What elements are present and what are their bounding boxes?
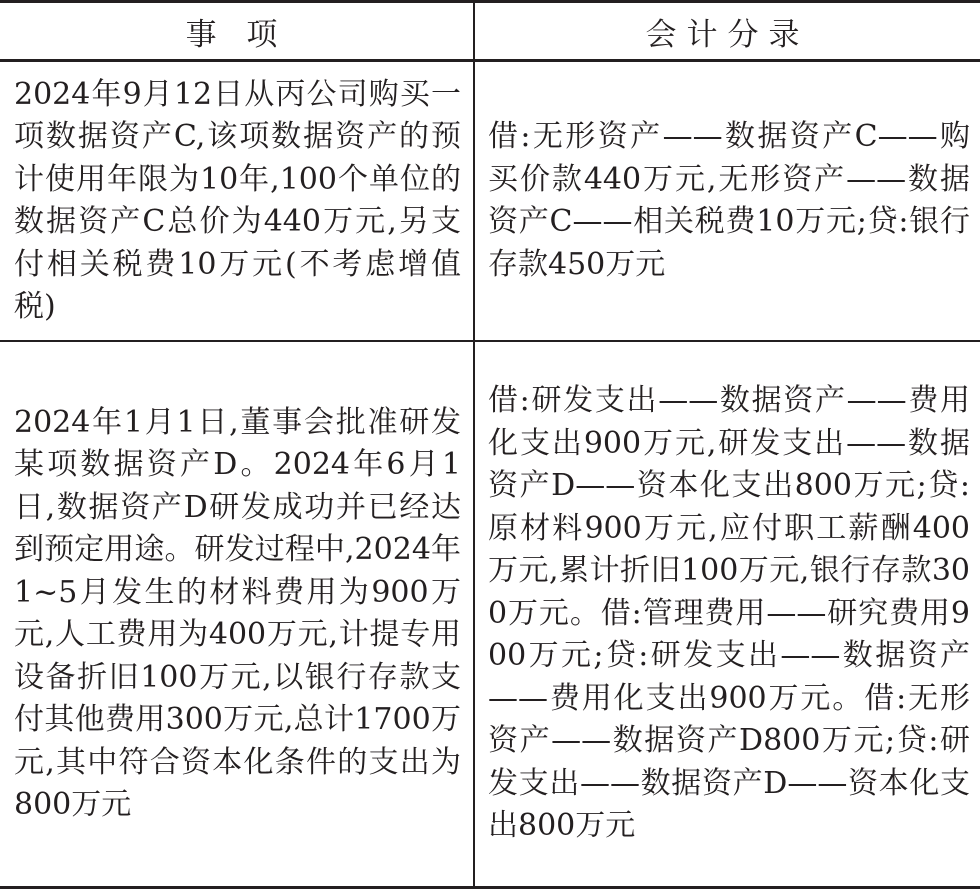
entry-text: 借:无形资产——数据资产C——购买价款440万元,无形资产——数据资产C——相关税费10万元;贷:银行存款450万元 [488, 119, 970, 282]
table-header-row [0, 2, 980, 61]
item-cell [0, 341, 474, 888]
header-accounting-entry: 会计分录 [474, 2, 980, 61]
header-item: 事 项 [0, 2, 474, 61]
item-cell [0, 61, 474, 342]
table-row [0, 341, 980, 888]
item-text: 2024年1月1日,董事会批准研发某项数据资产D。2024年6月1日,数据资产D研发成功并已经达到预定用途。研发过程中,2024年1~5月发生的材料费用为900万元,人工费用为400万元,计提专用设备折旧100万元,以银行存款支付其他费用300万元,总计1700万元,其中符合资本化条件的支出为800万元 [14, 404, 461, 822]
entry-cell [474, 61, 980, 342]
item-text: 2024年9月12日从丙公司购买一项数据资产C,该项数据资产的预计使用年限为10年,100个单位的数据资产C总价为440万元,另支付相关税费10万元(不考虑增值税) [14, 76, 461, 324]
entry-text: 借:研发支出——数据资产——费用化支出900万元,研发支出——数据资产D——资本化支出800万元;贷:原材料900万元,应付职工薪酬400万元,累计折旧100万元,银行存款300万元。借:管理费用——研究费用900万元;贷:研发支出——数据资产——费用化支出900万元。借:无形资产——数据资产D800万元;贷:研发支出——数据资产D——资本化支出800万元 [488, 383, 970, 844]
entry-cell [474, 341, 980, 888]
table-row [0, 61, 980, 342]
